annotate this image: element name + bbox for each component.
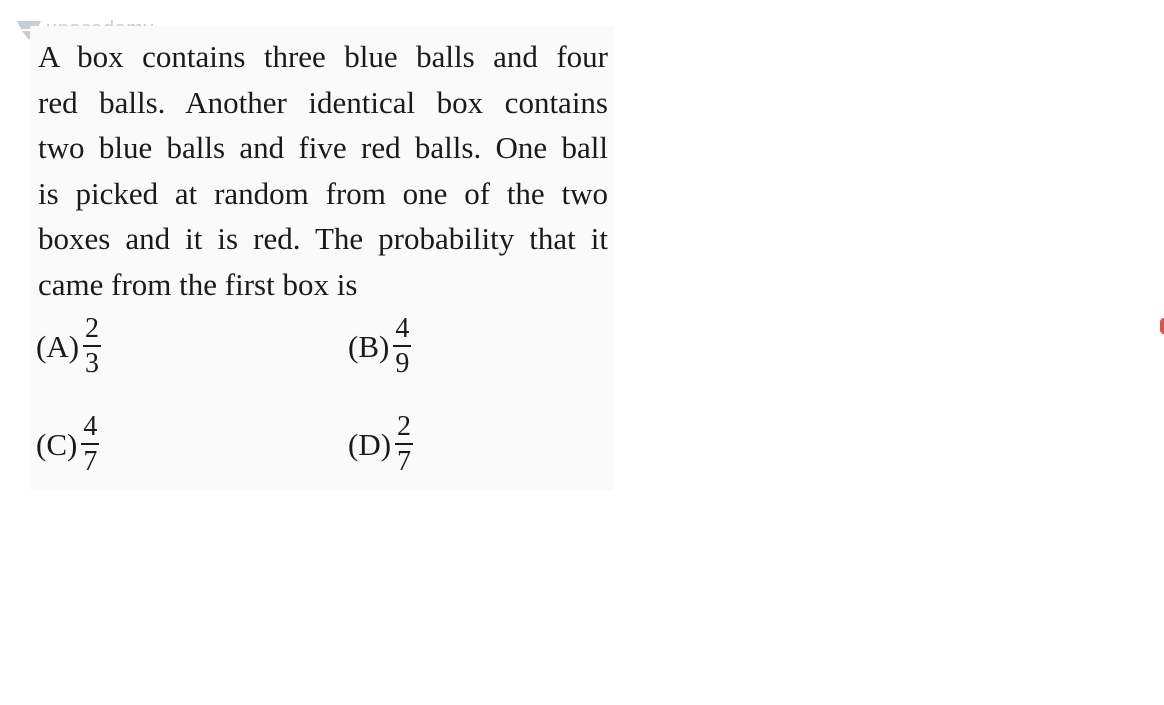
option-c-numerator: 4 [83,411,98,442]
option-c-label: (C) [36,426,78,462]
option-c-fraction [81,412,99,477]
fraction-bar [81,443,99,445]
fraction-bar [395,443,413,445]
option-b[interactable] [348,314,411,379]
option-c[interactable] [36,412,99,477]
option-c-denominator: 7 [83,446,98,477]
option-d[interactable] [348,412,413,477]
option-d-denominator: 7 [397,446,412,477]
question-line-6: came from the first box is [38,266,358,302]
fraction-bar [393,345,411,347]
option-b-fraction [393,314,411,379]
fraction-bar [83,345,101,347]
option-d-label: (D) [348,426,392,462]
option-d-fraction [395,412,413,477]
option-d-numerator: 2 [397,411,412,442]
question-line-1: A box contains three blue balls and four [38,39,608,74]
option-b-denominator: 9 [395,348,410,379]
question-text [38,34,608,308]
option-a-denominator: 3 [85,348,100,379]
edge-marker [1160,318,1164,334]
question-line-3: two blue balls and five red balls. One ball [38,130,608,166]
option-b-label: (B) [348,328,390,364]
question-line-4: is picked at random from one of the two [38,175,608,211]
option-a-fraction [83,314,101,379]
option-a-numerator: 2 [85,313,100,344]
question-line-5: boxes and it is red. The probability that it [38,221,608,257]
question-card [30,26,613,490]
option-b-numerator: 4 [395,313,410,344]
option-a-label: (A) [36,328,80,364]
option-a[interactable] [36,314,101,379]
question-line-2: red balls. Another identical box contains [38,84,608,120]
